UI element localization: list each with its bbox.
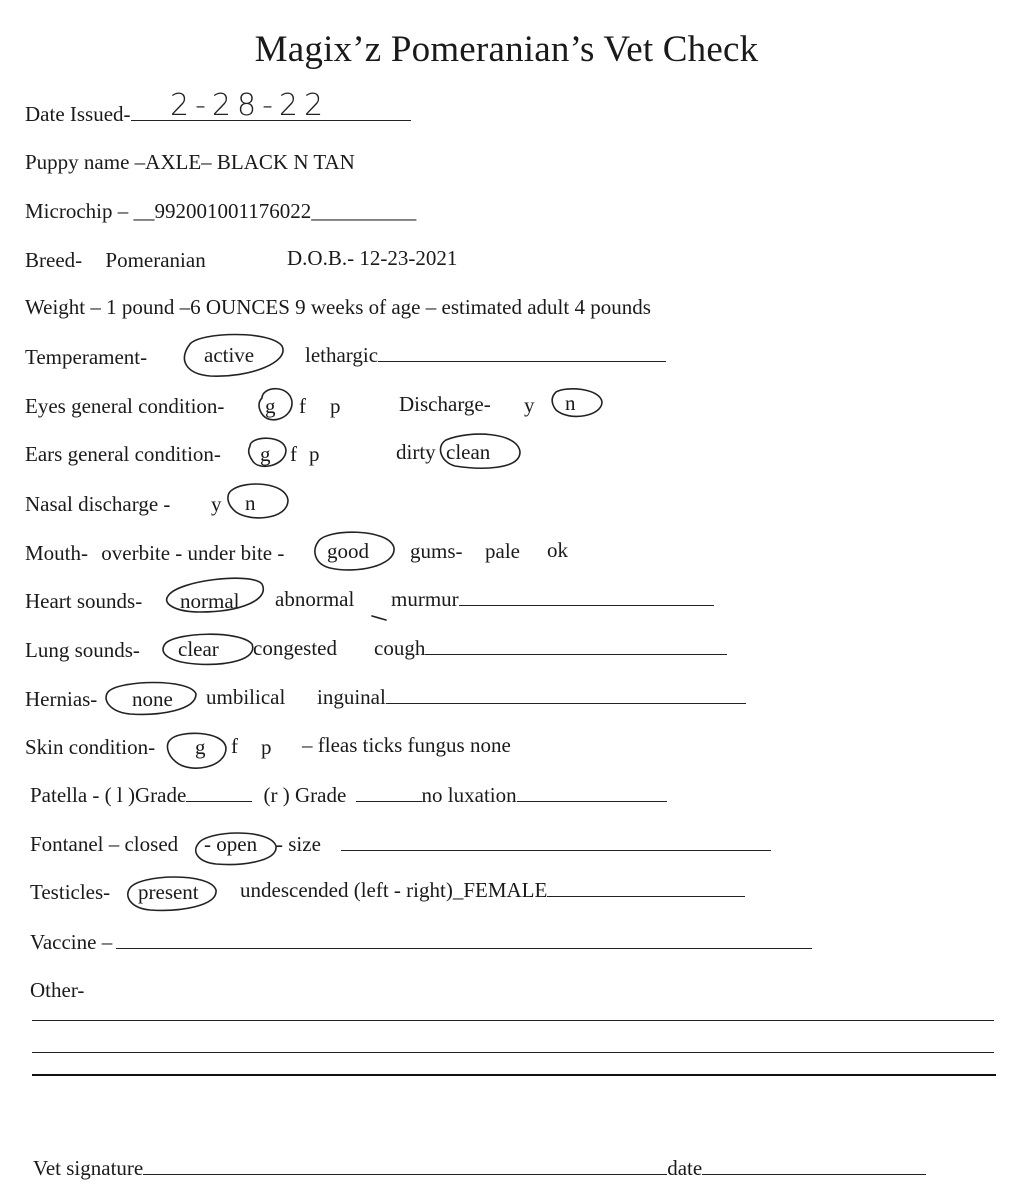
nasal-n[interactable]: n <box>245 491 256 515</box>
temperament-notes-field[interactable] <box>378 343 666 362</box>
ears-f[interactable]: f <box>290 442 297 466</box>
skin-other-options[interactable]: – fleas ticks fungus none <box>302 733 511 757</box>
microchip-row: Microchip – __992001001176022__________ <box>25 199 417 223</box>
testicles-other-row <box>240 877 745 903</box>
fontanel-size-row <box>276 831 771 857</box>
testicles-undescended[interactable]: undescended (left - right)_FEMALE <box>240 878 548 902</box>
other-line-3[interactable] <box>32 1074 996 1076</box>
mouth-label: Mouth- <box>25 541 88 565</box>
heart-notes-field[interactable] <box>459 587 714 606</box>
mouth-gums-ok[interactable]: ok <box>547 538 568 562</box>
patella-left-grade-field[interactable] <box>186 783 252 802</box>
murmur-tick <box>372 616 386 620</box>
eyes-p[interactable]: p <box>330 394 341 418</box>
date-issued-value: 2-28-22 <box>170 88 330 123</box>
heart-murmur[interactable]: murmur <box>391 587 459 611</box>
hernias-notes-field[interactable] <box>386 685 746 704</box>
mouth-bite-options[interactable]: overbite - under bite - <box>101 541 285 565</box>
ears-clean[interactable]: clean <box>446 440 491 464</box>
testicles-label: Testicles- <box>30 880 111 904</box>
patella-right-label: (r ) Grade <box>263 783 347 807</box>
temperament-lethargic-row <box>305 342 666 368</box>
testicles-notes-field[interactable] <box>547 878 745 897</box>
skin-p[interactable]: p <box>261 735 272 759</box>
lung-congested[interactable]: congested <box>253 636 337 660</box>
patella-no-luxation[interactable]: no luxation <box>421 783 517 807</box>
eyes-g[interactable]: g <box>265 394 276 418</box>
puppy-name-row: Puppy name –AXLE– BLACK N TAN <box>25 150 355 174</box>
vet-signature-label: Vet signature <box>33 1156 144 1180</box>
skin-g[interactable]: g <box>195 735 206 759</box>
mouth-good[interactable]: good <box>327 539 369 563</box>
patella-row <box>30 782 667 808</box>
nasal-y[interactable]: y <box>211 492 222 516</box>
patella-right-grade-field[interactable] <box>356 783 422 802</box>
breed-label: Breed- <box>25 248 83 272</box>
patella-notes-field[interactable] <box>517 783 667 802</box>
vaccine-row <box>30 929 812 955</box>
other-line-2[interactable] <box>32 1052 994 1053</box>
hernias-inguinal[interactable]: inguinal <box>317 685 386 709</box>
mouth-gums-pale[interactable]: pale <box>485 539 520 563</box>
temperament-lethargic[interactable]: lethargic <box>305 343 379 367</box>
lung-clear[interactable]: clear <box>178 637 219 661</box>
other-label: Other- <box>30 978 85 1002</box>
vaccine-field[interactable] <box>116 930 812 949</box>
vaccine-label: Vaccine – <box>30 930 113 954</box>
ears-dirty[interactable]: dirty <box>396 440 436 464</box>
signature-date-field[interactable] <box>702 1156 926 1175</box>
skin-label: Skin condition- <box>25 735 156 759</box>
fontanel-label[interactable]: Fontanel – closed <box>30 832 179 856</box>
testicles-present[interactable]: present <box>138 880 199 904</box>
eyes-discharge-y[interactable]: y <box>524 393 535 417</box>
weight-row: Weight – 1 pound –6 OUNCES 9 weeks of age – estimated adult 4 pounds <box>25 295 651 319</box>
eyes-label: Eyes general condition- <box>25 394 225 418</box>
lung-label: Lung sounds- <box>25 638 140 662</box>
lung-cough[interactable]: cough <box>374 636 426 660</box>
heart-normal[interactable]: normal <box>180 589 240 613</box>
signature-date-label: date <box>667 1156 703 1180</box>
temperament-label: Temperament- <box>25 345 148 369</box>
circle-nasal-n <box>228 484 288 518</box>
lung-cough-row <box>374 635 727 661</box>
vet-signature-field[interactable] <box>143 1156 667 1175</box>
temperament-active[interactable]: active <box>204 343 255 367</box>
heart-murmur-row <box>391 586 714 612</box>
hernias-inguinal-row <box>317 684 746 710</box>
fontanel-size-field[interactable] <box>341 832 771 851</box>
skin-f[interactable]: f <box>231 734 238 758</box>
ears-label: Ears general condition- <box>25 442 221 466</box>
mouth-row <box>25 540 284 566</box>
breed-value: Pomeranian <box>105 248 206 272</box>
dob-value: D.O.B.- 12-23-2021 <box>287 246 458 270</box>
eyes-discharge-n[interactable]: n <box>565 391 576 415</box>
eyes-f[interactable]: f <box>299 394 306 418</box>
nasal-label: Nasal discharge - <box>25 492 171 516</box>
other-line-1[interactable] <box>32 1020 994 1021</box>
ears-p[interactable]: p <box>309 442 320 466</box>
page-title: Magix’z Pomeranian’s Vet Check <box>254 29 759 70</box>
mouth-gums-label: gums- <box>410 539 463 563</box>
patella-left-label: Patella - ( l )Grade <box>30 783 187 807</box>
hernias-none[interactable]: none <box>132 687 173 711</box>
lung-notes-field[interactable] <box>425 636 727 655</box>
hernias-label: Hernias- <box>25 687 98 711</box>
date-issued-label: Date Issued- <box>25 102 131 126</box>
hernias-umbilical[interactable]: umbilical <box>206 685 286 709</box>
heart-abnormal[interactable]: abnormal <box>275 587 355 611</box>
fontanel-size-label: - size <box>276 832 321 856</box>
ears-g[interactable]: g <box>260 442 271 466</box>
fontanel-open[interactable]: - open <box>204 832 258 856</box>
breed-row <box>25 247 206 273</box>
vet-signature-row <box>33 1155 926 1181</box>
heart-label: Heart sounds- <box>25 589 143 613</box>
eyes-discharge-label: Discharge- <box>399 392 491 416</box>
circle-eyes-n <box>552 389 602 417</box>
